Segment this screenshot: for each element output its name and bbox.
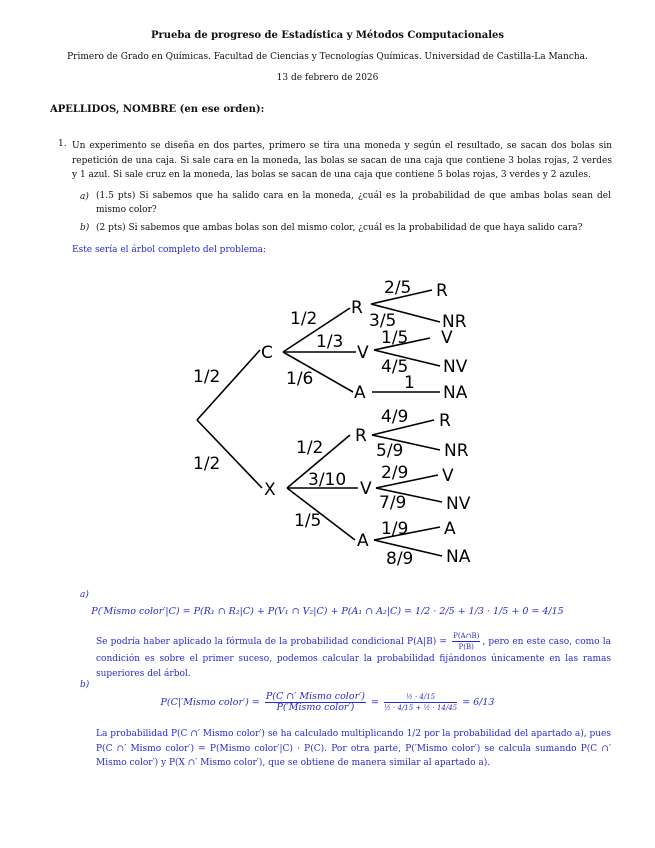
question-a-text: (1.5 pts) Si sabemos que ha salido cara en la moneda, ¿cuál es la probabilidad de que ambas bolas sean del mismo color? <box>96 191 611 215</box>
leaf-cv-nv: NV <box>443 357 468 377</box>
prob-x-v: 3/10 <box>308 470 347 490</box>
answer-b-explanation: La probabilidad P(C ∩′ Mismo color′) se ha calculado multiplicando 1/2 por la probabilidad del apartado a), pues P(C ∩′ Mismo color′) = P(Mismo color′|C) · P(C). Por otra parte, P(′Mismo color′) se calcula sumando P(C ∩′ Mismo color′) y P(X ∩′ Mismo color′), que se obtiene de manera similar al apartado a). <box>96 729 611 768</box>
node-x-v: V <box>360 479 372 499</box>
leaf-xa-a: A <box>444 519 456 539</box>
answer-b-lhs: P(C|′Mismo color′) = <box>160 697 260 708</box>
answer-b-fraction-1 <box>265 692 366 713</box>
prob-c-v: 1/3 <box>316 332 344 352</box>
node-c: C <box>261 343 273 363</box>
leaf-cv-v: V <box>441 328 453 348</box>
leaf-xv-nv: NV <box>446 494 471 514</box>
leaf-ca-na: NA <box>443 383 468 403</box>
prob-cv-v: 1/5 <box>381 328 409 348</box>
answer-b-label: b) <box>80 680 90 690</box>
prob-xv-nv: 7/9 <box>379 493 407 513</box>
prob-c-a: 1/6 <box>286 369 314 389</box>
prob-ca-na: 1 <box>404 373 415 393</box>
prob-c-r: 1/2 <box>290 309 318 329</box>
question-a-label: a) <box>80 192 89 202</box>
node-x-a: A <box>357 531 369 551</box>
answer-b-frac2-den: ½ · 4/15 + ½ · 14/45 <box>383 704 458 712</box>
exam-title: Prueba de progreso de Estadística y Métodos Computacionales <box>150 30 505 41</box>
fraction-numerator: P(A∩B) <box>453 632 480 640</box>
solution-intro: Este sería el árbol completo del problema: <box>72 245 267 255</box>
prob-cr-r: 2/5 <box>384 278 412 298</box>
prob-xv-v: 2/9 <box>381 463 409 483</box>
answer-a-rhs: 1/2 · 2/5 + 1/3 · 1/5 + 0 = 4/15 <box>415 606 564 617</box>
answer-a-para-1: Se podría haber aplicado la fórmula de la probabilidad condicional P(A|B) = <box>96 637 447 647</box>
probability-tree <box>0 260 655 580</box>
leaf-cr-nr: NR <box>442 312 467 332</box>
exam-date: 13 de febrero de 2026 <box>276 73 379 83</box>
prob-root-c: 1/2 <box>193 367 221 387</box>
answer-b-frac2-num: ½ · 4/15 <box>384 692 457 703</box>
leaf-xv-v: V <box>442 466 454 486</box>
prob-cr-nr: 3/5 <box>369 311 397 331</box>
answer-a-explanation <box>96 631 611 681</box>
answer-b-result: 6/13 <box>473 697 495 708</box>
leaf-xa-na: NA <box>446 547 471 567</box>
question-b-text: (2 pts) Si sabemos que ambas bolas son del mismo color, ¿cuál es la probabilidad de que haya salido cara? <box>96 223 583 233</box>
answer-a-para-2: , pero en este caso, como la condición es sobre el primer suceso, podemos calcular la probabilidad fijándonos únicamente en las ramas superiores del árbol. <box>96 637 611 679</box>
prob-x-a: 1/5 <box>294 511 322 531</box>
leaf-xr-nr: NR <box>444 441 469 461</box>
prob-xr-r: 4/9 <box>381 407 409 427</box>
prob-cv-nv: 4/5 <box>381 357 409 377</box>
conditional-prob-fraction <box>452 631 480 652</box>
node-c-v: V <box>357 343 369 363</box>
affiliation: Primero de Grado en Químicas. Facultad de Ciencias y Tecnologías Químicas. Universidad de Castilla-La Mancha. <box>67 52 588 62</box>
leaf-xr-r: R <box>439 411 451 431</box>
answer-b-fraction-2 <box>384 692 457 713</box>
prob-xa-a: 1/9 <box>381 519 409 539</box>
name-label: APELLIDOS, NOMBRE (en ese orden): <box>50 104 265 115</box>
problem-number: 1. <box>58 139 67 149</box>
node-x: X <box>264 480 276 500</box>
prob-root-x: 1/2 <box>193 454 221 474</box>
answer-b-formula: P(C|′Mismo color′) = $\frac{\text{P(C ∩′ Mismo color′)}}{\text{P(′Mismo color′)}}$ = $\frac{\text{½ · 4/15}}{\text{½ · 4/15 + ½ · 14/45}}$ = 6/13 <box>160 691 495 713</box>
answer-b-frac1-num: P(C ∩′ Mismo color′) <box>265 691 365 702</box>
prob-x-r: 1/2 <box>296 438 324 458</box>
prob-xa-na: 8/9 <box>386 549 414 569</box>
node-x-r: R <box>355 426 367 446</box>
problem-statement: Un experimento se diseña en dos partes, primero se tira una moneda y según el resultado, se sacan dos bolas sin repetición de una caja. Si sale cara en la moneda, las bolas se sacan de una caja que contiene 3 bolas rojas, 2 verdes y 1 azul. Si sale cruz en la moneda, las bolas se sacan de una caja que contiene 5 bolas rojas, 3 verdes y 2 azules. <box>72 141 612 181</box>
leaf-cr-r: R <box>436 281 448 301</box>
fraction-denominator: P(B) <box>458 643 474 651</box>
question-b-label: b) <box>80 223 90 233</box>
answer-b-frac1-den: P(′Mismo color′) <box>276 702 355 713</box>
node-c-a: A <box>354 383 366 403</box>
prob-xr-nr: 5/9 <box>376 441 404 461</box>
node-c-r: R <box>351 298 363 318</box>
answer-a-label: a) <box>80 590 89 600</box>
answer-a-formula <box>0 606 655 617</box>
answer-a-lhs: P(′Mismo color′|C) = P(R₁ ∩ R₂|C) + P(V₁ ∩ V₂|C) + P(A₁ ∩ A₂|C) = <box>91 606 413 617</box>
